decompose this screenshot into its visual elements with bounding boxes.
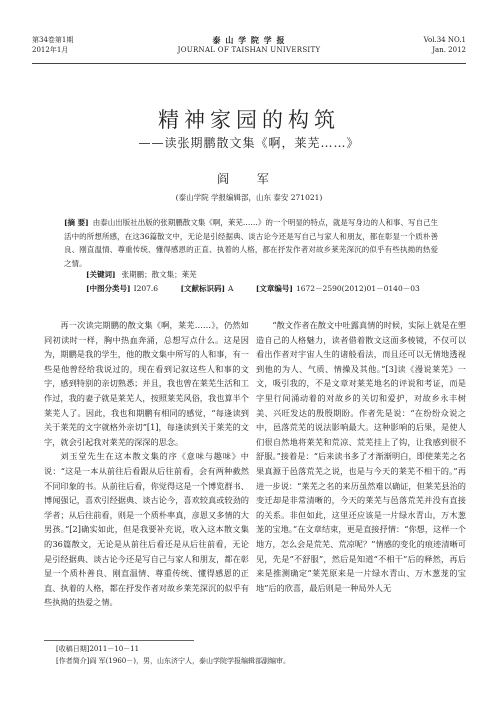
abstract-label: [摘 要] [64,218,89,227]
author-bio: [作者简介]阎 军(1960－)，男，山东济宁人，泰山学院学报编辑部副编审。 [56,657,290,665]
issue-date-en: Jan. 2012 [432,46,466,54]
article-no-label: [文章编号] [255,284,293,293]
article-subtitle: ——读张期鹏散文集《啊，莱芜……》 [138,136,360,150]
doccode-label: [文献标识码] [180,284,226,293]
clc-label: [中图分类号] [86,284,131,293]
keywords [86,269,197,280]
header-center [32,35,466,55]
author-name: 阎 军 [217,172,281,186]
journal-name-en: JOURNAL OF TAISHAN UNIVERSITY [177,46,321,54]
body-paragraph: “散文作者在散文中吐露真情的时候，实际上就是在塑造自己的人格魅力，读者借着散文这面多棱镜，不仅可以看出作者对宇宙人生的诸般看法，而且还可以无情地透视到他的为人、气质、情操及其他。”[3]读《漫说莱芜》一文，吸引我的，不是文章对莱芜地名的评说和考证，而是字里行间涌动着的对故乡的关切和爱护，对故乡永丰树美、兴旺发达的殷殷期盼。作者先是说：“在纷纷众说之中，邑落荒芜的说法影响最大。这种影响的后果，是使人们很自然地将莱芜和荒凉、荒芜挂上了钩，让我感到很不舒服。”接着是：“后来读书多了才渐渐明白，即使莱芜之名果真源于邑落荒芜之说，也是与今天的莱芜不相干的。”再进一步说：“莱芜之名的来历虽然难以确证，但莱芜县治的变迁却是非常清晰的，今天的莱芜与邑落荒芜并没有直接的关系。非但如此，这里还应该是一片绿水青山，万木葱茏的宝地。”在文章结束，更是直接抒情：“你想，这样一个地方，怎么会是荒芜、荒凉呢？”情感的变化的痕迹清晰可见，先是“不舒服”，然后是知道“不相干”后的释然，再后来是推测确定“莱芜原来是一片绿水青山、万木葱茏的宝地”后的欣喜，最后则是一种局外人无 [256,320,466,593]
body-paragraph: 再一次读完期鹏的散文集《啊，莱芜……》，仍然如同初读时一样，胸中热血奔涌，总想写点什么。这是因为，期鹏是我的学生，他的散文集中所写的人和事，有一些是他曾经给我说过的，现在看到记叙这些人和事的文字，感到特别的亲切熟悉；并且，我也曾在莱芜生活和工作过，我的妻子就是莱芜人，按照莱芜风俗，我也算半个莱芜人了。因此，我也和期鹏有相同的感觉，“每逢读到关于莱芜的文字就格外亲切”[1]，每逢读到关于莱芜的文字，就会引起我对莱芜的深深的思念。 [44,320,249,447]
abstract [64,216,438,270]
keywords-text: 张期鹏；散文集；莱芜 [121,270,197,279]
received-date: [收稿日期]2011－10－11 [56,645,140,653]
running-header [32,33,466,64]
abstract-text: 由泰山出版社出版的张期鹏散文集《啊，莱芜……》的一个明显的特点，就是写身边的人和事、写自己生活中的所想所感，在这36篇散文中，无论是引经据典、谈古论今还是写自己与家人和朋友，都在彰显一个质朴善良、刚直温情、尊重传统、懂得感恩的正直、执着的人格，都在抒发作者对故乡莱芜深沉的似乎有些执拗的热爱之情。 [64,218,438,268]
article-title: 精神家园的构筑 [158,108,340,132]
body-column-right [256,318,466,595]
body-paragraph: 刘玉堂先生在这本散文集的序《意味与趣味》中说：“这是一本从前往后看跟从后往前看，会有两种截然不同印象的书。从前往后看，你觉得这是一个博览群书、博闻强记，喜欢引经据典、谈古论今，喜欢较真或较劲的学者；从后往前看，则是一个质朴率真，彦恩又多情的大男孩。”[2]确实如此，但是我要补充说，收入这本散文集的36篇散文，无论是从前往后看还是从后往前看，无论是引经据典、谈古论今还是写自己与家人和朋友，都在彰显一个质朴善良、刚直温情、尊重传统、懂得感恩的正直、执着的人格，都在抒发作者对故乡莱芜深沉的似乎有些执拗的热爱之情。 [44,451,249,608]
header-right [424,35,466,55]
keywords-label: [关键词] [86,270,116,279]
journal-name-cn: 泰 山 学 院 学 报 [212,35,286,45]
doccode-value: A [228,284,234,293]
volume-issue-en: Vol.34 NO.1 [423,36,466,44]
classification-line [86,283,440,294]
article-no-value: 1672－2590(2012)01－0140－03 [295,284,420,293]
volume-issue: 第34卷第1期 [32,36,74,44]
clc-value: I207.6 [133,284,159,293]
issue-date: 2012年1月 [32,46,69,54]
author-affiliation: (泰山学院 学报编辑部，山东 泰安 271021) [175,193,323,202]
body-column-left [44,318,249,610]
footnote-divider [44,640,194,641]
